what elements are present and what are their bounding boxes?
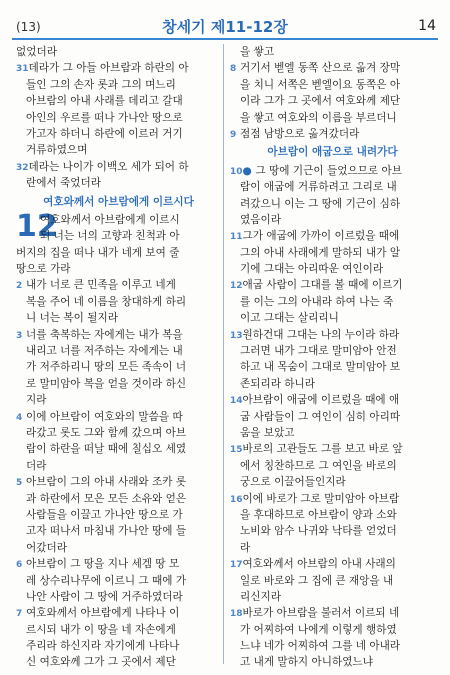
text-line [230,507,435,523]
verse-text: 가 저주하리니 땅의 모든 족속이 너 [26,361,187,374]
page-header [0,0,450,40]
verse-text: 가 어찌하여 나에게 이렇게 행하였 [240,623,397,636]
text-line [16,605,221,621]
verse-number: 8 [230,64,237,75]
text-line: 아브람의 아내 사래를 데리고 갈대 [26,95,183,108]
verse-text: 려갔으니 이는 그 땅에 기근이 심하 [240,197,401,210]
text-line [230,179,435,195]
verse-text: 그의 아내 사래에게 말하되 내가 알 [240,246,401,259]
verse-text: 람이 애굽에 거류하려고 그리로 내 [240,181,397,194]
text-line [230,441,435,457]
verse-number: 18 [230,609,243,620]
right-column [230,44,435,671]
verse-text: 니 너는 복이 될지라 [26,312,118,325]
left-verses [16,277,221,670]
verse-text: 그러면 내가 그대로 말미암아 안전 [240,345,397,358]
verse-number: 6 [16,560,23,571]
verse-number: 15 [230,445,243,456]
text-line [230,359,435,375]
section-heading: 여호와께서 아브람에게 이르시다 [43,195,194,208]
verse-text: 어갔더라 [26,541,67,554]
text-line: 을 쌓고 [240,46,275,58]
verse-text: 움을 보았고 [240,427,295,439]
verse-text: 라 [240,541,251,554]
verse-text: 주리라 하신지라 자기에게 나타나 [26,640,180,653]
verse-number: 12 [230,281,243,292]
page-number-right: 14 [418,18,436,34]
verse-text: 람이 하란을 떠날 때에 칠십오 세였 [26,443,187,456]
verse-text: 궁으로 이끌어들인지라 [240,476,346,489]
text-line [230,573,435,589]
text-line [230,491,435,507]
page-number-left: (13) [16,20,41,34]
verse-text: 를 이는 그의 아내라 하여 나는 죽 [240,295,394,308]
verse-number: 31 [16,64,29,75]
text-line [16,491,221,507]
text-line: 아인의 우르를 떠나 가나안 땅으로 [26,111,183,124]
verse-number: 3 [16,330,23,341]
verse-text: 나안 사람이 그 땅에 거주하였더라 [26,590,183,603]
section-heading: 아브람이 애굽으로 내려가다 [267,146,398,159]
column-divider [223,44,224,664]
verse-number: 16 [230,494,243,505]
text-line [16,409,221,425]
text-line [16,556,221,572]
verse-text: 지라 [26,394,47,407]
verse-text: 데라가 그 아들 아브람과 하란의 아 [28,62,189,75]
text-line [230,126,435,142]
verse-text: 그가 애굽에 가까이 이르렀을 때에 [242,230,400,243]
text-line: 거류하였으며 [26,144,88,157]
verse-text: 점점 남방으로 옮겨갔더라 [240,127,360,140]
verse-text: 하고 내 목숨이 그대로 말미암아 보 [240,361,401,374]
verse-text: 여호와께서 아브람에게 나타나 이 [26,607,180,620]
text-line [230,310,435,326]
text-line [230,93,435,109]
text-line [16,277,221,293]
text-line: 여호와께서 아브람에게 이르시 [40,213,180,226]
verse-text: 이에 아브람이 여호와의 말씀을 따 [26,410,183,423]
text-line: 땅으로 가라 [16,263,71,276]
verse-text: 데라는 나이가 이백오 세가 되어 하 [28,160,189,173]
text-line [230,638,435,654]
verse-text: 바로가 아브람을 불러서 이르되 네 [242,607,400,620]
text-line [16,638,221,654]
text-line [230,654,435,670]
left-column [16,44,221,671]
text-line [230,474,435,490]
text-line [230,540,435,556]
text-line [16,523,221,539]
verse-number: 5 [16,478,23,489]
verse-text: 라갔고 롯도 그와 함께 갔으며 아브 [26,427,187,439]
verse-number: 9 [230,129,237,140]
text-line: 란에서 죽었더라 [26,177,102,190]
text-line [230,425,435,441]
verse-number: 17 [230,560,243,571]
verse-text: 고 내게 말하지 아니하였느냐 [240,656,373,669]
text-line [16,425,221,441]
verse-text: 존되리라 하니라 [240,377,316,390]
text-line [16,310,221,326]
verse-text: 레 상수리나무에 이르니 그 때에 가 [26,574,187,587]
text-line [16,60,221,76]
verse-text: 였음이라 [240,213,281,226]
verse-text: 이에 바로가 그로 말미암아 아브람 [242,492,400,505]
verse-text: 일로 바로와 그 집에 큰 재앙을 내 [240,574,394,587]
chapter-start [16,208,221,245]
text-line: 없었더라 [16,46,57,58]
text-line [16,589,221,605]
verse-number: 13 [230,330,243,341]
text-line: 가고자 하더니 하란에 이르러 거기 [26,127,183,140]
text-line [16,392,221,408]
chapter-first-verse [40,212,221,245]
text-line [16,294,221,310]
verse-text: 신 여호와께 그가 그 곳에서 제단 [26,656,176,669]
verse-text: 르시되 내가 이 땅을 네 자손에게 [26,623,176,636]
text-line [16,458,221,474]
text-line: 버지의 집을 떠나 내가 네게 보여 줄 [16,246,180,259]
verse-text: 너를 축복하는 자에게는 내가 복을 [26,328,183,341]
paragraph-marker-icon: ● [242,164,256,177]
verse-text: 고자 떠나서 마침내 가나안 땅에 들 [26,525,187,538]
text-line [230,261,435,277]
text-line [230,376,435,392]
text-line [230,196,435,212]
verse-text: 애굽 사람이 그대를 볼 때에 이르기 [242,279,403,292]
verse-text: 을 쌓고 여호와의 이름을 부르더니 [240,111,397,124]
text-line [230,212,435,228]
verse-number: 4 [16,412,23,423]
text-line [230,327,435,343]
verse-text: 내가 너로 큰 민족을 이루고 네게 [26,279,176,292]
text-line: 들인 그의 손자 롯과 그의 며느리 [26,78,176,91]
text-line [230,622,435,638]
verse-text: 에서 칭찬하므로 그 여인을 바로의 [240,459,397,472]
verse-text: 을 치니 서쪽은 벧엘이요 동쪽은 아 [240,78,401,91]
text-line [230,163,435,179]
text-line [16,327,221,343]
verse-text: 여호와께서 아브람의 아내 사래의 [242,558,396,571]
page-title: 창세기 제11-12장 [162,18,288,36]
verse-text: 로 말미암아 복을 얻을 것이라 하신 [26,377,187,390]
right-verses-a [230,60,435,142]
text-line [16,474,221,490]
right-verses-b [230,163,435,671]
verse-text: 과 하란에서 모은 모든 소유와 얻은 [26,492,187,505]
verse-number: 14 [230,396,243,407]
verse-text: 원하건대 그대는 나의 누이라 하라 [242,328,400,341]
text-line [230,77,435,93]
header-rule [12,38,438,40]
text-line [16,376,221,392]
text-line: 되 너는 너의 고향과 친척과 아 [40,230,180,243]
text-line [230,110,435,126]
text-line [230,228,435,244]
text-line [230,409,435,425]
verse-text: 이라 그가 그 곳에서 여호와께 제단 [240,95,401,108]
verse-text: 아브람이 애굽에 이르렀을 때에 애 [242,394,400,407]
text-line [230,392,435,408]
chapter-number: 12 [16,208,58,244]
verse-number: 2 [16,281,23,292]
verse-text: 느냐 네가 어찌하여 그를 네 아내라 [240,640,401,653]
text-line [230,343,435,359]
text-line [230,458,435,474]
text-line [230,294,435,310]
verse-text: 이고 그대는 살리리니 [240,312,339,325]
verse-text: 아브람이 그의 아내 사래와 조카 롯 [26,476,187,489]
text-line [230,245,435,261]
text-line [16,159,221,175]
text-line [16,622,221,638]
verse-text: 내리고 너를 저주하는 자에게는 내 [26,345,183,358]
text-line [16,441,221,457]
text-line [16,654,221,670]
text-line [16,343,221,359]
verse-text: 그 땅에 기근이 들었으므로 아브 [255,164,402,177]
verse-number: 7 [16,609,23,620]
text-line [230,523,435,539]
verse-text: 리신지라 [240,590,281,603]
text-line [230,556,435,572]
verse-text: 바로의 고관들도 그를 보고 바로 앞 [242,443,403,456]
text-line [16,507,221,523]
text-line [16,359,221,375]
verse-text: 더라 [26,459,47,472]
text-line [16,540,221,556]
verse-number: 10 [230,166,243,177]
verse-number: 32 [16,162,29,173]
text-line [230,589,435,605]
verse-text: 사람들을 이끌고 가나안 땅으로 가 [26,508,183,521]
verse-text: 기에 그대는 아리따운 여인이라 [240,263,384,276]
text-line [16,573,221,589]
verse-text: 아브람이 그 땅을 지나 세겜 땅 모 [26,558,180,571]
verse-text: 노비와 암수 나귀와 낙타를 얻었더 [240,525,397,538]
verse-text: 복을 주어 네 이름을 창대하게 하리 [26,295,187,308]
verse-number: 11 [230,232,243,243]
text-line [230,277,435,293]
verse-text: 거기서 벧엘 동쪽 산으로 옮겨 장막 [240,62,401,75]
verse-text: 굽 사람들이 그 여인이 심히 아리따 [240,410,401,423]
text-line [230,605,435,621]
verse-text: 을 후대하므로 아브람이 양과 소와 [240,508,397,521]
text-line [230,60,435,76]
